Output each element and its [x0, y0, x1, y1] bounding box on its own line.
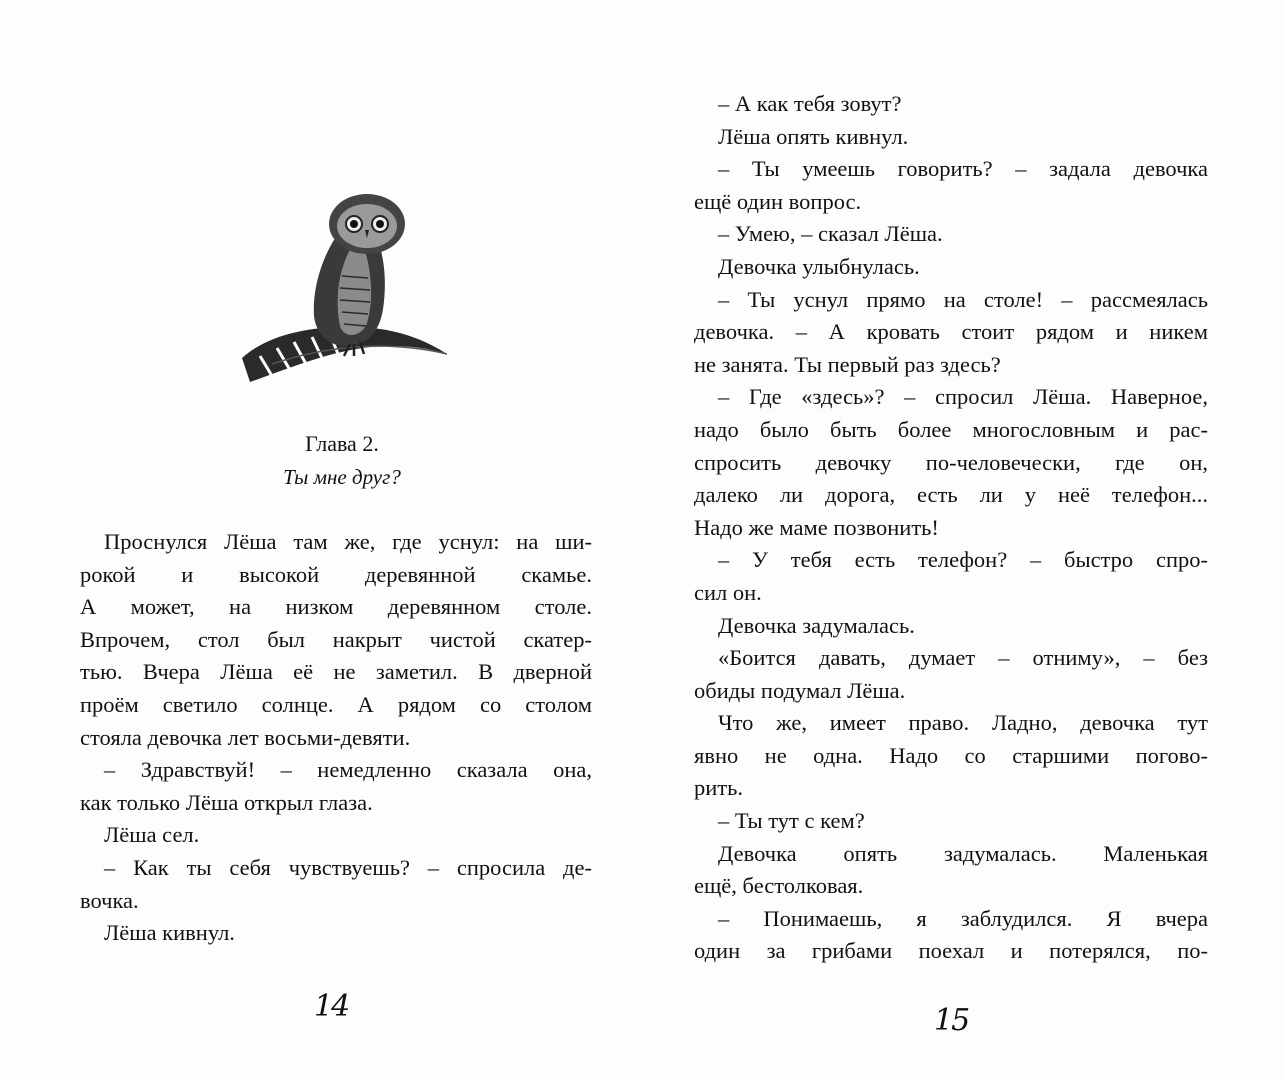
- text-line: Проснулся Лёша там же, где уснул: на ши-: [104, 529, 592, 554]
- text-line: – Понимаешь, я заблудился. Я вчера: [718, 905, 1208, 931]
- text-line: – У тебя есть телефон? – быстро спро-: [718, 547, 1208, 573]
- text-line: сил он.: [694, 579, 762, 605]
- text-line: – Ты уснул прямо на столе! – рассмеялась: [718, 286, 1208, 312]
- right-page: [642, 0, 1284, 1080]
- text-line: – Ты умеешь говорить? – задала девочка: [718, 156, 1208, 182]
- text-line: далеко ли дорога, есть ли у неё телефон...: [694, 482, 1208, 508]
- text-line: один за грибами поехал и потерялся, по-: [694, 938, 1208, 964]
- page-number-right: 15: [934, 1003, 969, 1038]
- text-line: Лёша кивнул.: [104, 920, 235, 946]
- chapter-number: Глава 2.: [305, 431, 379, 456]
- text-line: надо было быть более многословным и рас-: [694, 416, 1208, 442]
- text-line: – Здравствуй! – немедленно сказала она,: [104, 757, 592, 783]
- text-line: Лёша опять кивнул.: [718, 123, 909, 149]
- chapter-title: Ты мне друг?: [283, 465, 401, 489]
- text-line: не занята. Ты первый раз здесь?: [694, 351, 1001, 377]
- text-line: Девочка задумалась.: [718, 612, 915, 638]
- text-line: как только Лёша открыл глаза.: [80, 789, 373, 815]
- text-line: Девочка улыбнулась.: [718, 253, 920, 279]
- text-line: Лёша сел.: [104, 822, 200, 848]
- text-line: стояла девочка лет восьми-девяти.: [80, 724, 411, 750]
- text-line: тью. Вчера Лёша её не заметил. В дверной: [80, 659, 592, 685]
- text-line: Девочка опять задумалась. Маленькая: [718, 840, 1208, 866]
- text-line: проём светило солнце. А рядом со столом: [80, 691, 592, 717]
- text-line: девочка. – А кровать стоит рядом и никем: [694, 319, 1208, 345]
- text-line: рокой и высокой деревянной скамье.: [80, 561, 592, 587]
- text-line: рить.: [694, 775, 744, 801]
- text-line: – Где «здесь»? – спросил Лёша. Наверное,: [718, 384, 1208, 410]
- text-line: Впрочем, стол был накрыт чистой скатер-: [80, 626, 592, 652]
- text-line: – Ты тут с кем?: [718, 808, 865, 834]
- text-line: вочка.: [80, 887, 139, 913]
- text-line: Что же, имеет право. Ладно, девочка тут: [718, 710, 1208, 736]
- text-line: – Умею, – сказал Лёша.: [718, 221, 943, 247]
- text-line: спросить девочку по-человечески, где он,: [694, 449, 1208, 475]
- text-line: – Как ты себя чувствуешь? – спросила де-: [104, 854, 592, 880]
- owl-on-feather-icon: [232, 186, 452, 408]
- right-page-text: [694, 88, 1208, 968]
- page-number-left: 14: [314, 989, 349, 1024]
- text-line: ещё, бестолковая.: [694, 873, 864, 899]
- text-line: явно не одна. Надо со старшими погово-: [694, 742, 1208, 768]
- text-line: – А как тебя зовут?: [718, 91, 902, 116]
- text-line: А может, на низком деревянном столе.: [80, 594, 592, 620]
- text-line: Надо же маме позвонить!: [694, 514, 939, 540]
- text-line: обиды подумал Лёша.: [694, 677, 906, 703]
- text-line: ещё один вопрос.: [694, 188, 862, 214]
- left-page-text: [80, 526, 592, 950]
- text-line: «Боится давать, думает – отниму», – без: [718, 645, 1208, 671]
